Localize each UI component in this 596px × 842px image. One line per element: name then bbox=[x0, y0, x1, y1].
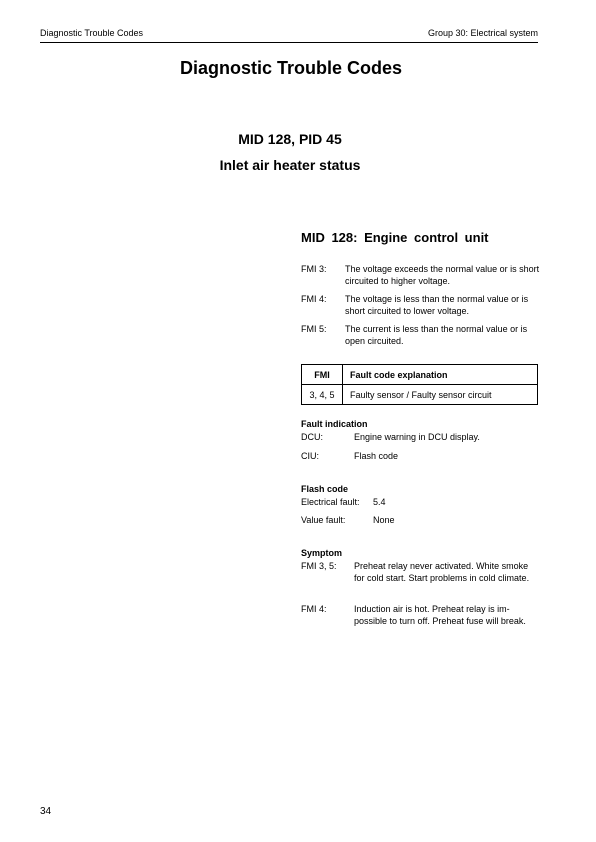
code-description: Inlet air heater status bbox=[219, 157, 361, 173]
code-identifier: MID 128, PID 45 bbox=[238, 131, 342, 147]
item-value: Flash code bbox=[354, 451, 399, 461]
fault-indication-heading: Fault indication bbox=[301, 419, 368, 429]
flash-code-heading: Flash code bbox=[301, 484, 349, 494]
fmi-text: The voltage exceeds the normal value or is short circuited to higher voltage. bbox=[345, 264, 540, 286]
item-value: None bbox=[373, 515, 395, 525]
running-header-left: Diagnostic Trouble Codes bbox=[40, 28, 144, 38]
fmi-key: FMI 4: bbox=[301, 294, 327, 304]
table-cell-explanation: Faulty sensor / Faulty sensor circuit bbox=[343, 385, 538, 405]
page-title: Diagnostic Trouble Codes bbox=[179, 58, 403, 78]
symptom-key: FMI 3, 5: bbox=[301, 561, 337, 571]
table-header-fmi: FMI bbox=[302, 365, 343, 385]
item-key: DCU: bbox=[301, 432, 323, 442]
item-key: Electrical fault: bbox=[301, 497, 360, 507]
fmi-text: The voltage is less than the normal value or is short circuited to lower voltage. bbox=[345, 294, 529, 316]
item-value: 5.4 bbox=[373, 497, 386, 507]
fmi-key: FMI 3: bbox=[301, 264, 327, 274]
page-number: 34 bbox=[40, 806, 52, 817]
fault-code-table bbox=[301, 364, 538, 405]
symptom-text: Induction air is hot. Preheat relay is im-possible to turn off. Preheat fuse will break. bbox=[354, 604, 526, 626]
item-value: Engine warning in DCU display. bbox=[354, 432, 480, 442]
item-key: CIU: bbox=[301, 451, 319, 461]
symptom-text: Preheat relay never activated. White smoke for cold start. Start problems in cold climate. bbox=[354, 561, 530, 583]
running-header-right: Group 30: Electrical system bbox=[427, 28, 538, 38]
mid-heading: MID 128: Engine control unit bbox=[301, 230, 489, 245]
table-cell-fmi: 3, 4, 5 bbox=[302, 385, 343, 405]
table-header-row bbox=[302, 365, 538, 385]
fmi-text: The current is less than the normal value or is open circuited. bbox=[345, 324, 528, 346]
symptom-key: FMI 4: bbox=[301, 604, 327, 614]
symptom-heading: Symptom bbox=[301, 548, 343, 558]
header-divider bbox=[40, 42, 538, 43]
fmi-key: FMI 5: bbox=[301, 324, 327, 334]
table-row bbox=[302, 385, 538, 405]
table-header-explanation: Fault code explanation bbox=[343, 365, 538, 385]
item-key: Value fault: bbox=[301, 515, 346, 525]
